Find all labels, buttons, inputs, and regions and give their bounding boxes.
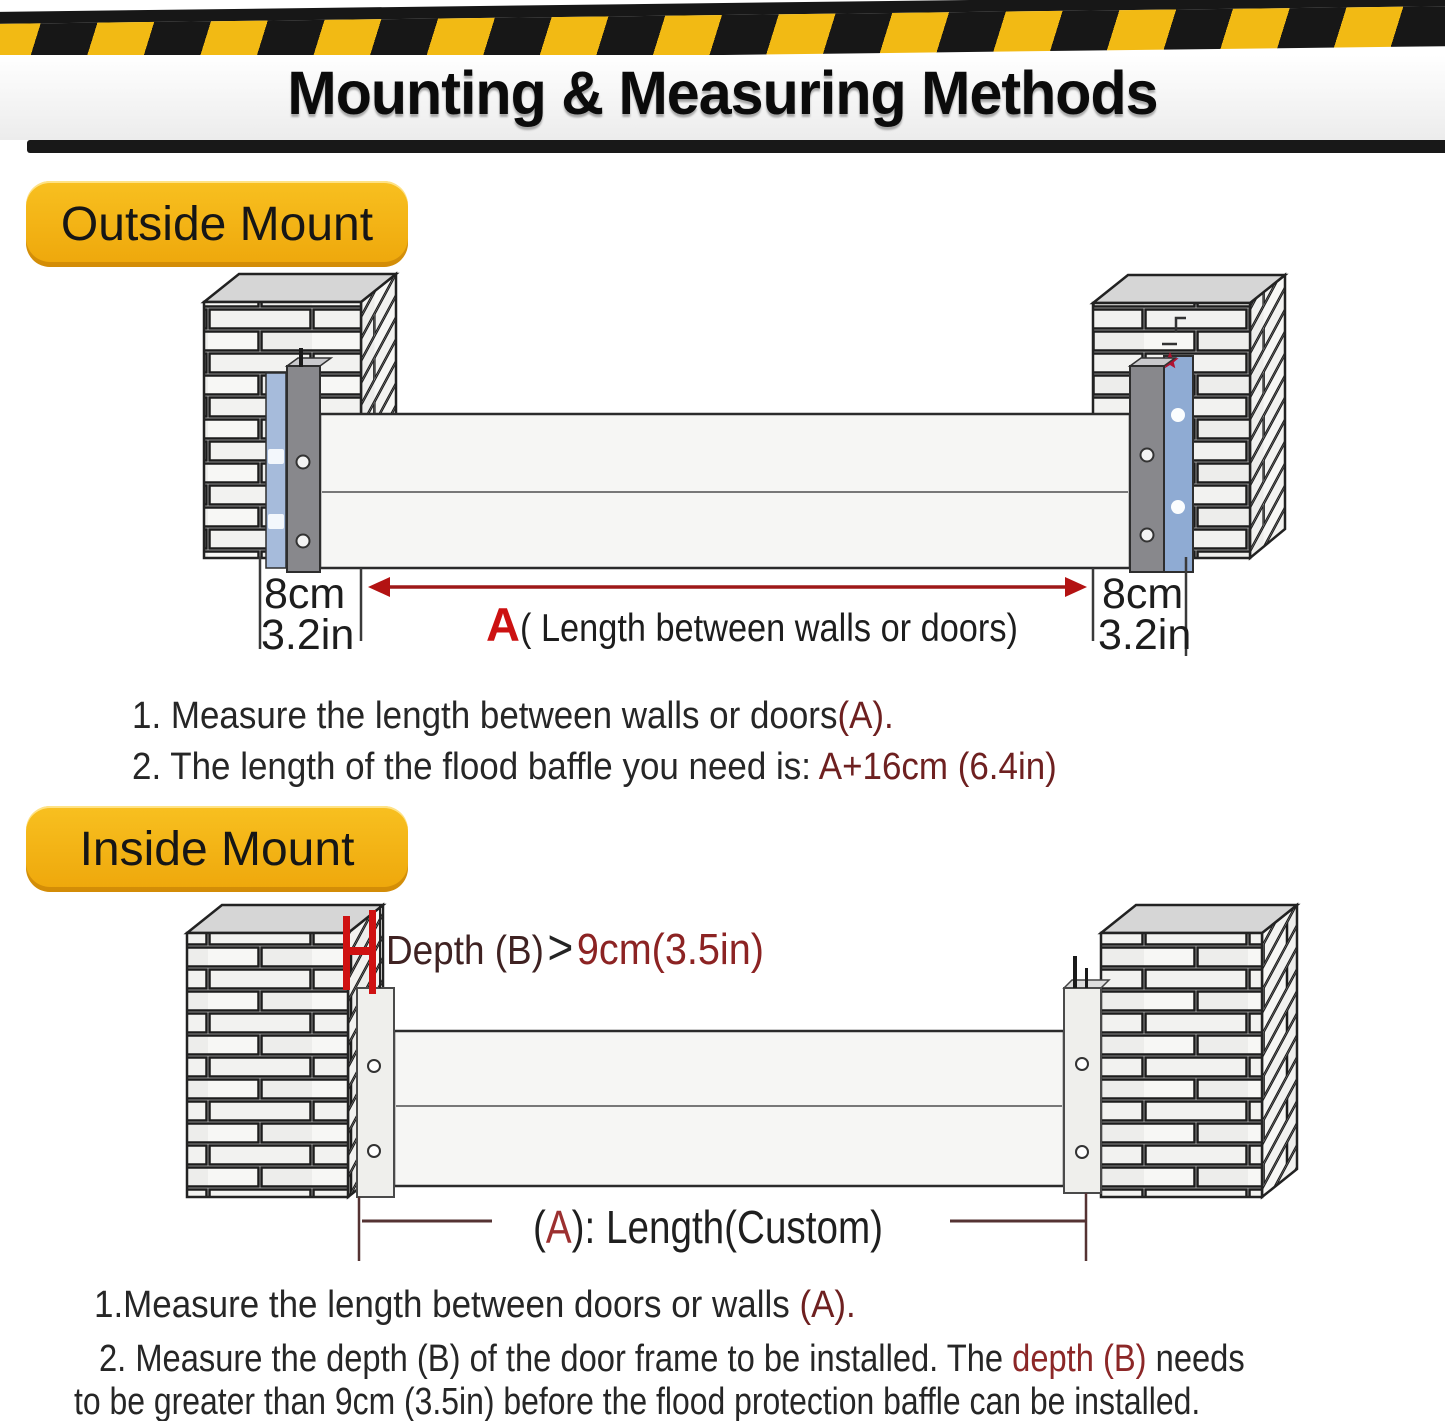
strip-dot <box>1171 408 1185 422</box>
screw-hole <box>1141 529 1154 542</box>
depth-annotation <box>386 920 764 976</box>
pillar-side-face <box>1250 275 1285 558</box>
outside-mount-label: Outside Mount <box>26 181 408 267</box>
anchor-pin <box>299 348 303 367</box>
pillar-front-face <box>1101 933 1262 1197</box>
screw-hole <box>1076 1146 1088 1158</box>
inside-instruction-3: to be greater than 9cm (3.5in) before the flood protection baffle can be installed. <box>74 1381 1201 1421</box>
arrowhead-left <box>368 577 390 597</box>
length-accent-A: A <box>486 598 520 651</box>
offset-left-cm: 8cm <box>264 570 346 618</box>
length-dimension-arrow <box>368 577 1087 597</box>
seal-strip-left <box>266 373 286 568</box>
strip-dot <box>1171 500 1185 514</box>
flood-barrier-panel <box>394 1031 1064 1186</box>
pillar-cap <box>187 905 383 933</box>
reveal-bracket-left <box>357 988 394 1197</box>
pillar-cap <box>1093 275 1285 303</box>
brick-pillar-right <box>1101 905 1297 1197</box>
depth-value: 9cm(3.5in) <box>576 925 764 974</box>
arrowhead-right <box>1065 577 1087 597</box>
length-annotation <box>486 597 1086 652</box>
outside-instruction-2: 2. The length of the flood baffle you need is: A+16cm (6.4in) <box>132 746 1057 788</box>
pillar-cap <box>1101 905 1297 933</box>
pillar-front-face <box>187 933 348 1197</box>
anchor-pin <box>1073 956 1077 988</box>
flood-barrier-panel <box>320 414 1130 568</box>
offset-left-in: 3.2in <box>261 611 355 659</box>
greater-than-sign: > <box>547 921 574 975</box>
offset-right-cm: 8cm <box>1102 570 1184 618</box>
inside-instruction-2: 2. Measure the depth (B) of the door frame to be installed. The depth (B) needs <box>99 1338 1245 1380</box>
screw-hole <box>368 1060 380 1072</box>
seal-strip-right <box>1161 352 1193 572</box>
screw-hole <box>297 535 310 548</box>
offset-right-in: 3.2in <box>1098 611 1192 659</box>
screw-hole <box>368 1145 380 1157</box>
inside-instruction-1: 1.Measure the length between doors or walls (A). <box>94 1284 856 1326</box>
length-custom-annotation: (A): Length(Custom) <box>533 1201 884 1253</box>
pillar-side-face <box>1262 905 1297 1197</box>
depth-label: Depth (B) <box>386 927 544 973</box>
inside-mount-label: Inside Mount <box>26 806 408 892</box>
length-label-text: ( Length between walls or doors) <box>519 607 1018 650</box>
strip-dot <box>268 449 284 464</box>
pillar-cap <box>204 274 396 302</box>
anchor-pin <box>1085 968 1088 988</box>
strip-dot <box>268 514 284 529</box>
screw-hole <box>297 456 310 469</box>
page-title: Mounting & Measuring Methods <box>287 59 1158 127</box>
screw-hole <box>1141 449 1154 462</box>
screw-hole <box>1076 1058 1088 1070</box>
outside-instruction-1: 1. Measure the length between walls or doors(A). <box>132 695 894 737</box>
